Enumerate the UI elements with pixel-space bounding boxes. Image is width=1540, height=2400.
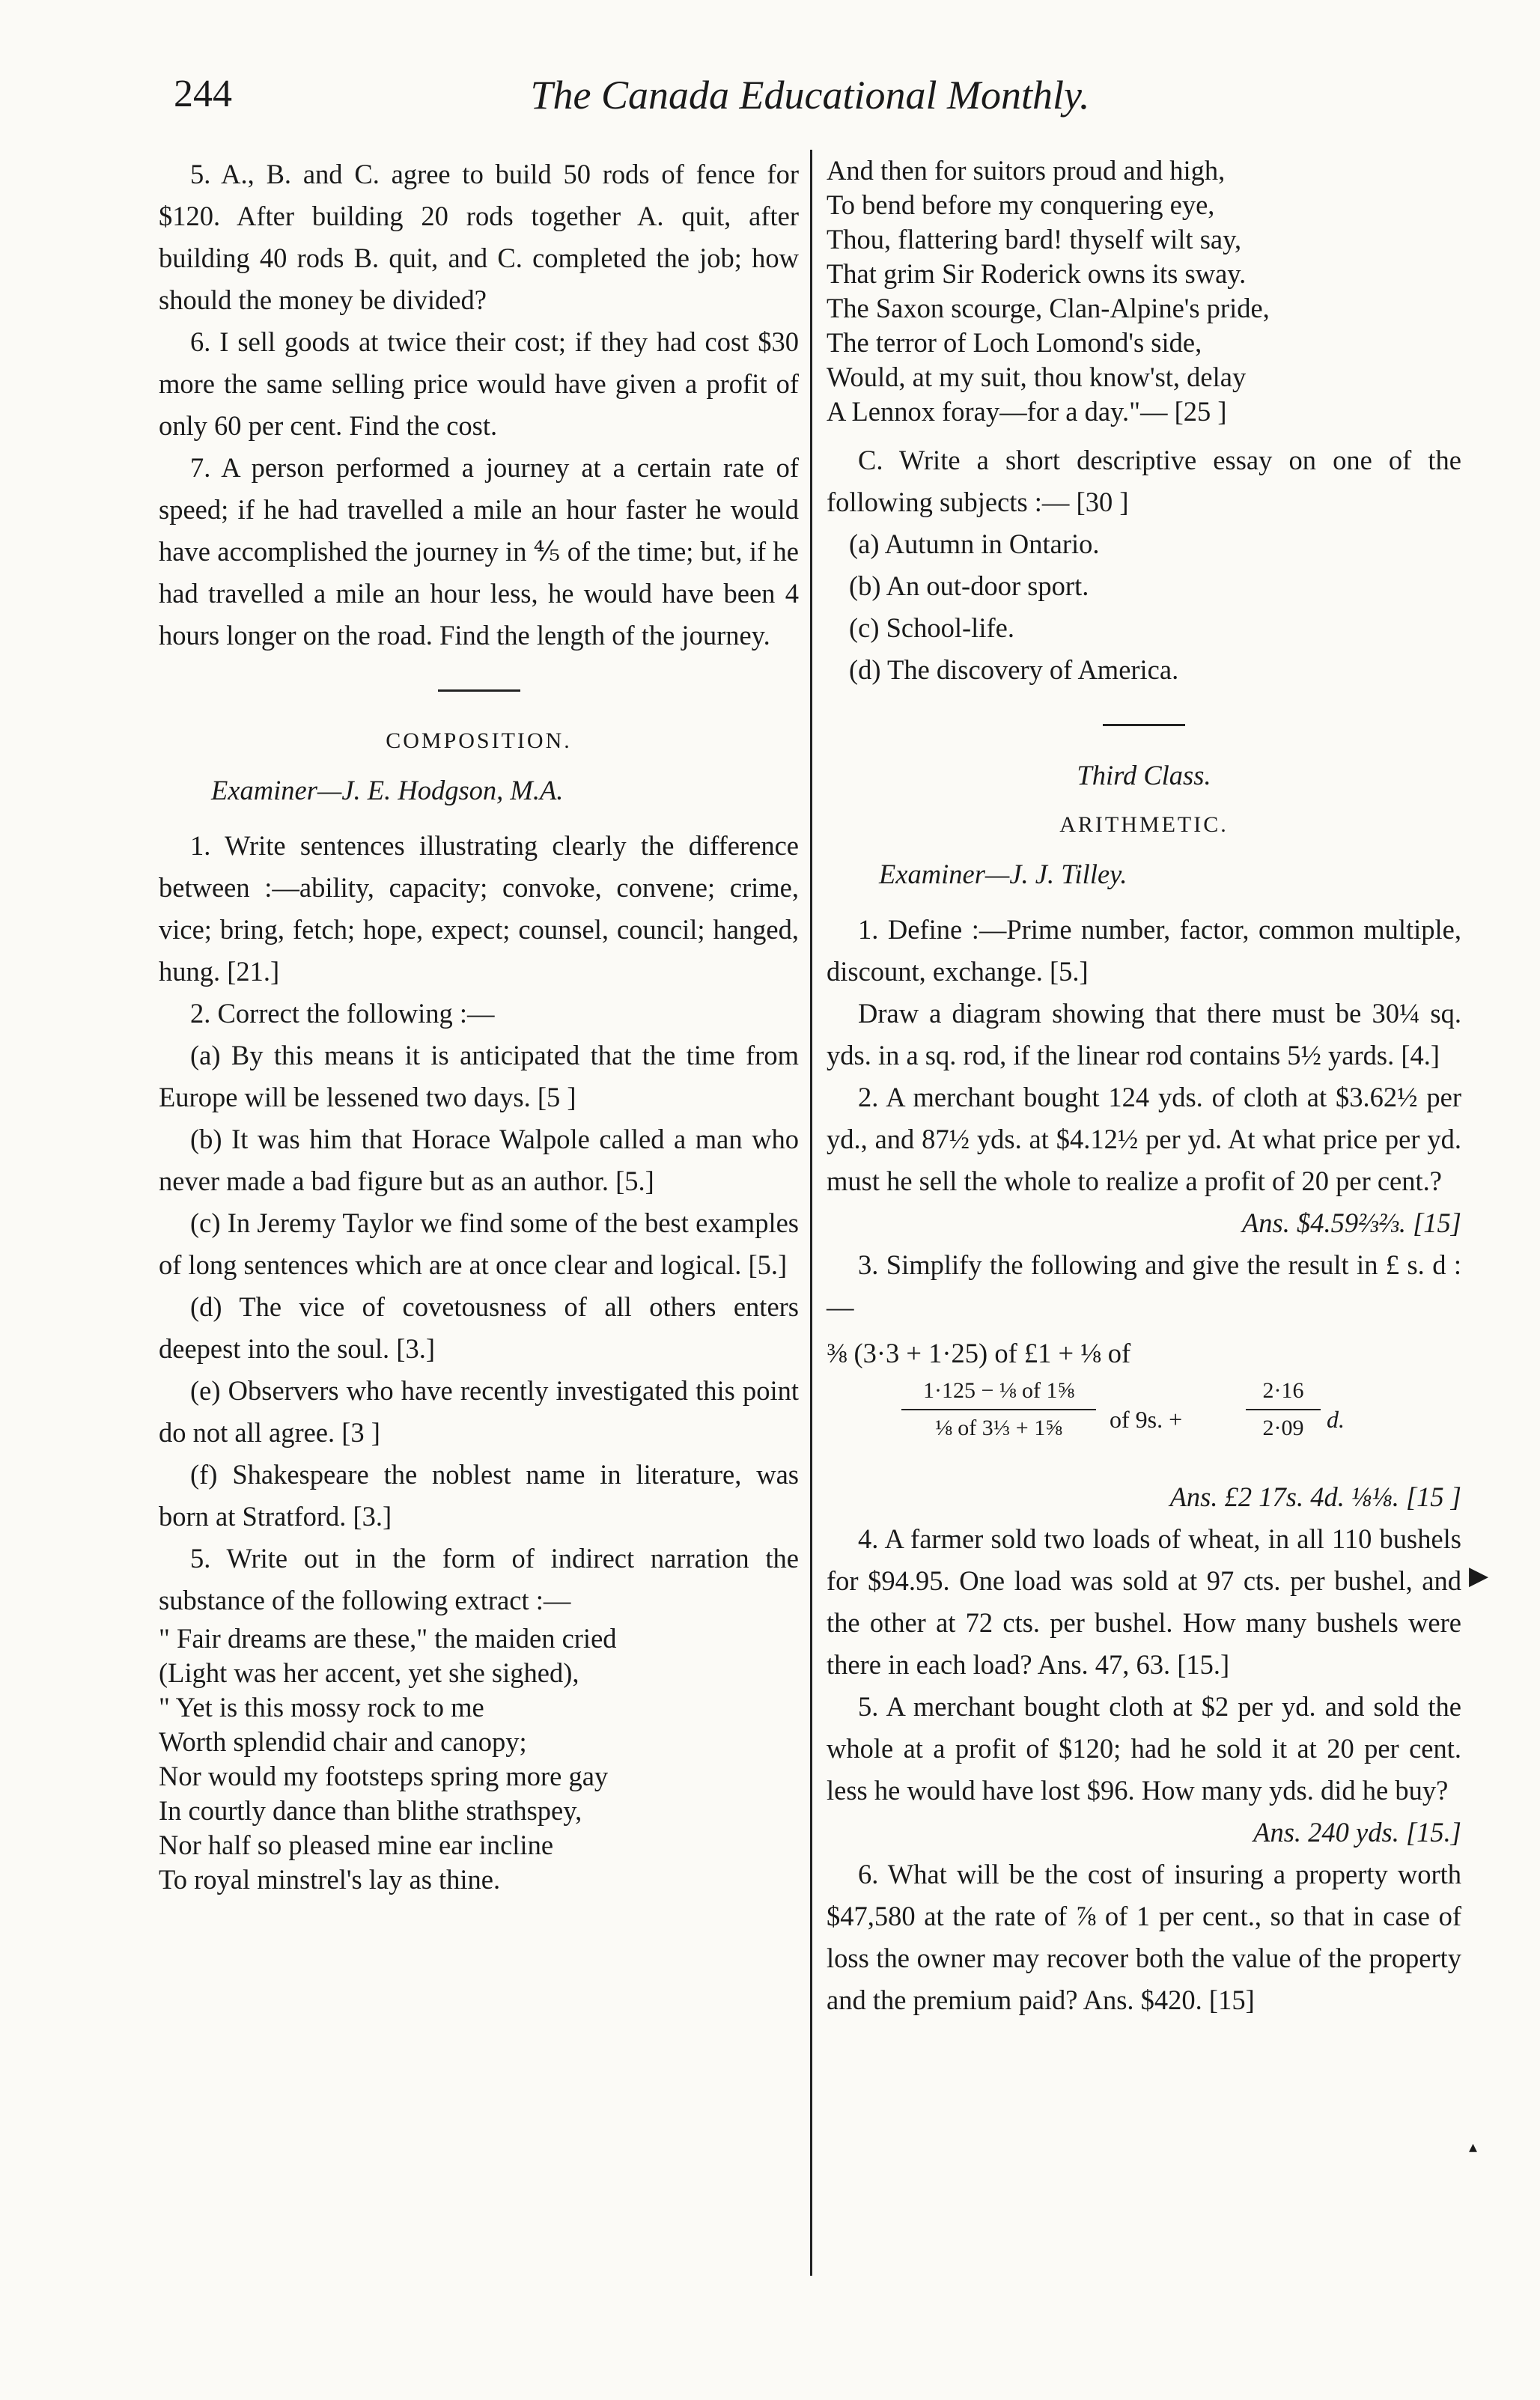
arithmetic-heading: ARITHMETIC. bbox=[1059, 812, 1229, 837]
poem-line: To bend before my conquering eye, bbox=[827, 189, 1215, 220]
section-separator bbox=[438, 689, 520, 692]
fraction-numerator: 1·125 − ⅛ of 1⅝ bbox=[923, 1378, 1074, 1403]
composition-question-2: 2. Correct the following :— bbox=[190, 998, 495, 1029]
page-header bbox=[159, 72, 1461, 132]
fraction-bar bbox=[1246, 1409, 1321, 1410]
essay-subject: (a) Autumn in Ontario. bbox=[849, 529, 1100, 559]
running-title: The Canada Educational Monthly. bbox=[530, 73, 1090, 118]
composition-question-2e: (e) Observers who have recently investigated this point do not all agree. [3 ] bbox=[159, 1375, 799, 1448]
fraction-numerator: 2·16 bbox=[1262, 1378, 1304, 1403]
composition-question-2b: (b) It was him that Horace Walpole called a man who never made a bad figure but as an author. [5.] bbox=[159, 1124, 799, 1196]
question-5: 5. A., B. and C. agree to build 50 rods of fence for $120. After building 20 rods together A. quit, after building 40 rods B. quit, and C. completed the job; how should the money be divided? bbox=[159, 159, 799, 315]
composition-question-6: C. Write a short descriptive essay on one of the following subjects :— [30 ] bbox=[827, 445, 1461, 517]
arithmetic-question-4: 4. A farmer sold two loads of wheat, in all 110 bushels for $94.95. One load was sold at 97 cts. per bushel, and the other at 72 cts. per bushel. How many bushels were there in each load? Ans. 47, 63. [15.] bbox=[827, 1523, 1461, 1680]
section-separator bbox=[1103, 724, 1185, 726]
poem-line: In courtly dance than blithe strathspey, bbox=[159, 1795, 582, 1826]
composition-question-5: 5. Write out in the form of indirect narration the substance of the following extract :— bbox=[159, 1543, 799, 1615]
math-of-term: of 9s. + bbox=[1110, 1406, 1183, 1433]
poem-line: Would, at my suit, thou know'st, delay bbox=[827, 362, 1247, 392]
arithmetic-question-2: 2. A merchant bought 124 yds. of cloth at $3.62½ per yd., and 87½ yds. at $4.12½ per yd. At what price per yd. must he sell the whole to realize a profit of 20 per cent.? bbox=[827, 1082, 1461, 1196]
poem-line: Thou, flattering bard! thyself wilt say, bbox=[827, 224, 1242, 255]
page-number: 244 bbox=[174, 73, 232, 115]
question-7: 7. A person performed a journey at a certain rate of speed; if he had travelled a mile an hour faster he would have accomplished the journey in ⅘ of the time; but, if he had travelled a mile an hour less, he would have been 4 hours longer on the road. Find the length of the journey. bbox=[159, 452, 799, 651]
fraction-bar bbox=[901, 1409, 1096, 1410]
math-line-1: ⅜ (3·3 + 1·25) of £1 + ⅛ of bbox=[827, 1338, 1131, 1368]
poem-line: " Fair dreams are these," the maiden cried bbox=[159, 1623, 617, 1654]
composition-question-2d: (d) The vice of covetousness of all others enters deepest into the soul. [3.] bbox=[159, 1291, 799, 1364]
question-6: 6. I sell goods at twice their cost; if they had cost $30 more the same selling price would have given a profit of only 60 per cent. Find the cost. bbox=[159, 326, 799, 441]
column-divider bbox=[810, 150, 812, 2276]
poem-line: And then for suitors proud and high, bbox=[827, 155, 1226, 186]
essay-subject: (d) The discovery of America. bbox=[849, 654, 1179, 685]
math-expression bbox=[827, 1333, 1461, 1472]
arithmetic-examiner: Examiner—J. J. Tilley. bbox=[879, 859, 1127, 889]
essay-subject: (b) An out-door sport. bbox=[849, 570, 1089, 601]
poem-line: A Lennox foray—for a day."— [25 ] bbox=[827, 396, 1227, 427]
composition-heading: COMPOSITION. bbox=[386, 728, 572, 753]
composition-examiner: Examiner—J. E. Hodgson, M.A. bbox=[211, 775, 564, 805]
poem-line: The terror of Loch Lomond's side, bbox=[827, 327, 1202, 358]
poem-extract-part-2 bbox=[827, 153, 1461, 429]
poem-line: Nor half so pleased mine ear incline bbox=[159, 1830, 554, 1860]
composition-question-2f: (f) Shakespeare the noblest name in literature, was born at Stratford. [3.] bbox=[159, 1459, 799, 1532]
composition-question-2c: (c) In Jeremy Taylor we find some of the best examples of long sentences which are at once clear and logical. [5.] bbox=[159, 1207, 799, 1280]
answer-3: Ans. £2 17s. 4d. ⅛⅛. [15 ] bbox=[1169, 1481, 1461, 1512]
math-pence-unit: d. bbox=[1327, 1406, 1345, 1433]
answer-2: Ans. $4.59⅔⅔. [15] bbox=[1241, 1207, 1461, 1238]
poem-line: Nor would my footsteps spring more gay bbox=[159, 1761, 609, 1791]
composition-question-1: 1. Write sentences illustrating clearly the difference between :—ability, capacity; convoke, convene; crime, vice; bring, fetch; hope, expect; counsel, council; hanged, hung. [21.] bbox=[159, 830, 799, 987]
right-column bbox=[827, 153, 1461, 2021]
left-column bbox=[159, 153, 799, 1897]
margin-mark-icon: ▴ bbox=[1469, 2137, 1478, 2156]
essay-subject: (c) School-life. bbox=[849, 612, 1014, 643]
poem-line: To royal minstrel's lay as thine. bbox=[159, 1864, 501, 1895]
poem-extract-part-1 bbox=[159, 1621, 799, 1897]
fraction-denominator: 2·09 bbox=[1262, 1416, 1304, 1440]
poem-line: The Saxon scourge, Clan-Alpine's pride, bbox=[827, 293, 1270, 323]
arithmetic-question-1: 1. Define :—Prime number, factor, common multiple, discount, exchange. [5.] bbox=[827, 914, 1461, 987]
arithmetic-question-3: 3. Simplify the following and give the result in £ s. d :— bbox=[827, 1249, 1461, 1322]
arithmetic-question-6: 6. What will be the cost of insuring a property worth $47,580 at the rate of ⅞ of 1 per cent., so that in case of loss the owner may recover both the value of the property and the premium paid? Ans. $420. [15] bbox=[827, 1859, 1461, 2015]
math-fraction-block bbox=[827, 1374, 1461, 1472]
poem-line: Worth splendid chair and canopy; bbox=[159, 1726, 527, 1757]
margin-arrow-icon: ▶ bbox=[1469, 1562, 1489, 1590]
answer-5: Ans. 240 yds. [15.] bbox=[1253, 1817, 1461, 1848]
composition-question-2a: (a) By this means it is anticipated that the time from Europe will be lessened two days. [5 ] bbox=[159, 1040, 799, 1112]
third-class-heading: Third Class. bbox=[1077, 760, 1211, 791]
fraction-denominator: ⅛ of 3⅓ + 1⅝ bbox=[935, 1416, 1062, 1440]
arithmetic-question-1b: Draw a diagram showing that there must be 30¼ sq. yds. in a sq. rod, if the linear rod contains 5½ yards. [4.] bbox=[827, 998, 1461, 1070]
arithmetic-question-5: 5. A merchant bought cloth at $2 per yd. and sold the whole at a profit of $120; had he sold it at 20 per cent. less he would have lost $96. How many yds. did he buy? bbox=[827, 1691, 1461, 1806]
poem-line: That grim Sir Roderick owns its sway. bbox=[827, 258, 1247, 289]
poem-line: (Light was her accent, yet she sighed), bbox=[159, 1657, 579, 1688]
poem-line: " Yet is this mossy rock to me bbox=[159, 1692, 484, 1723]
